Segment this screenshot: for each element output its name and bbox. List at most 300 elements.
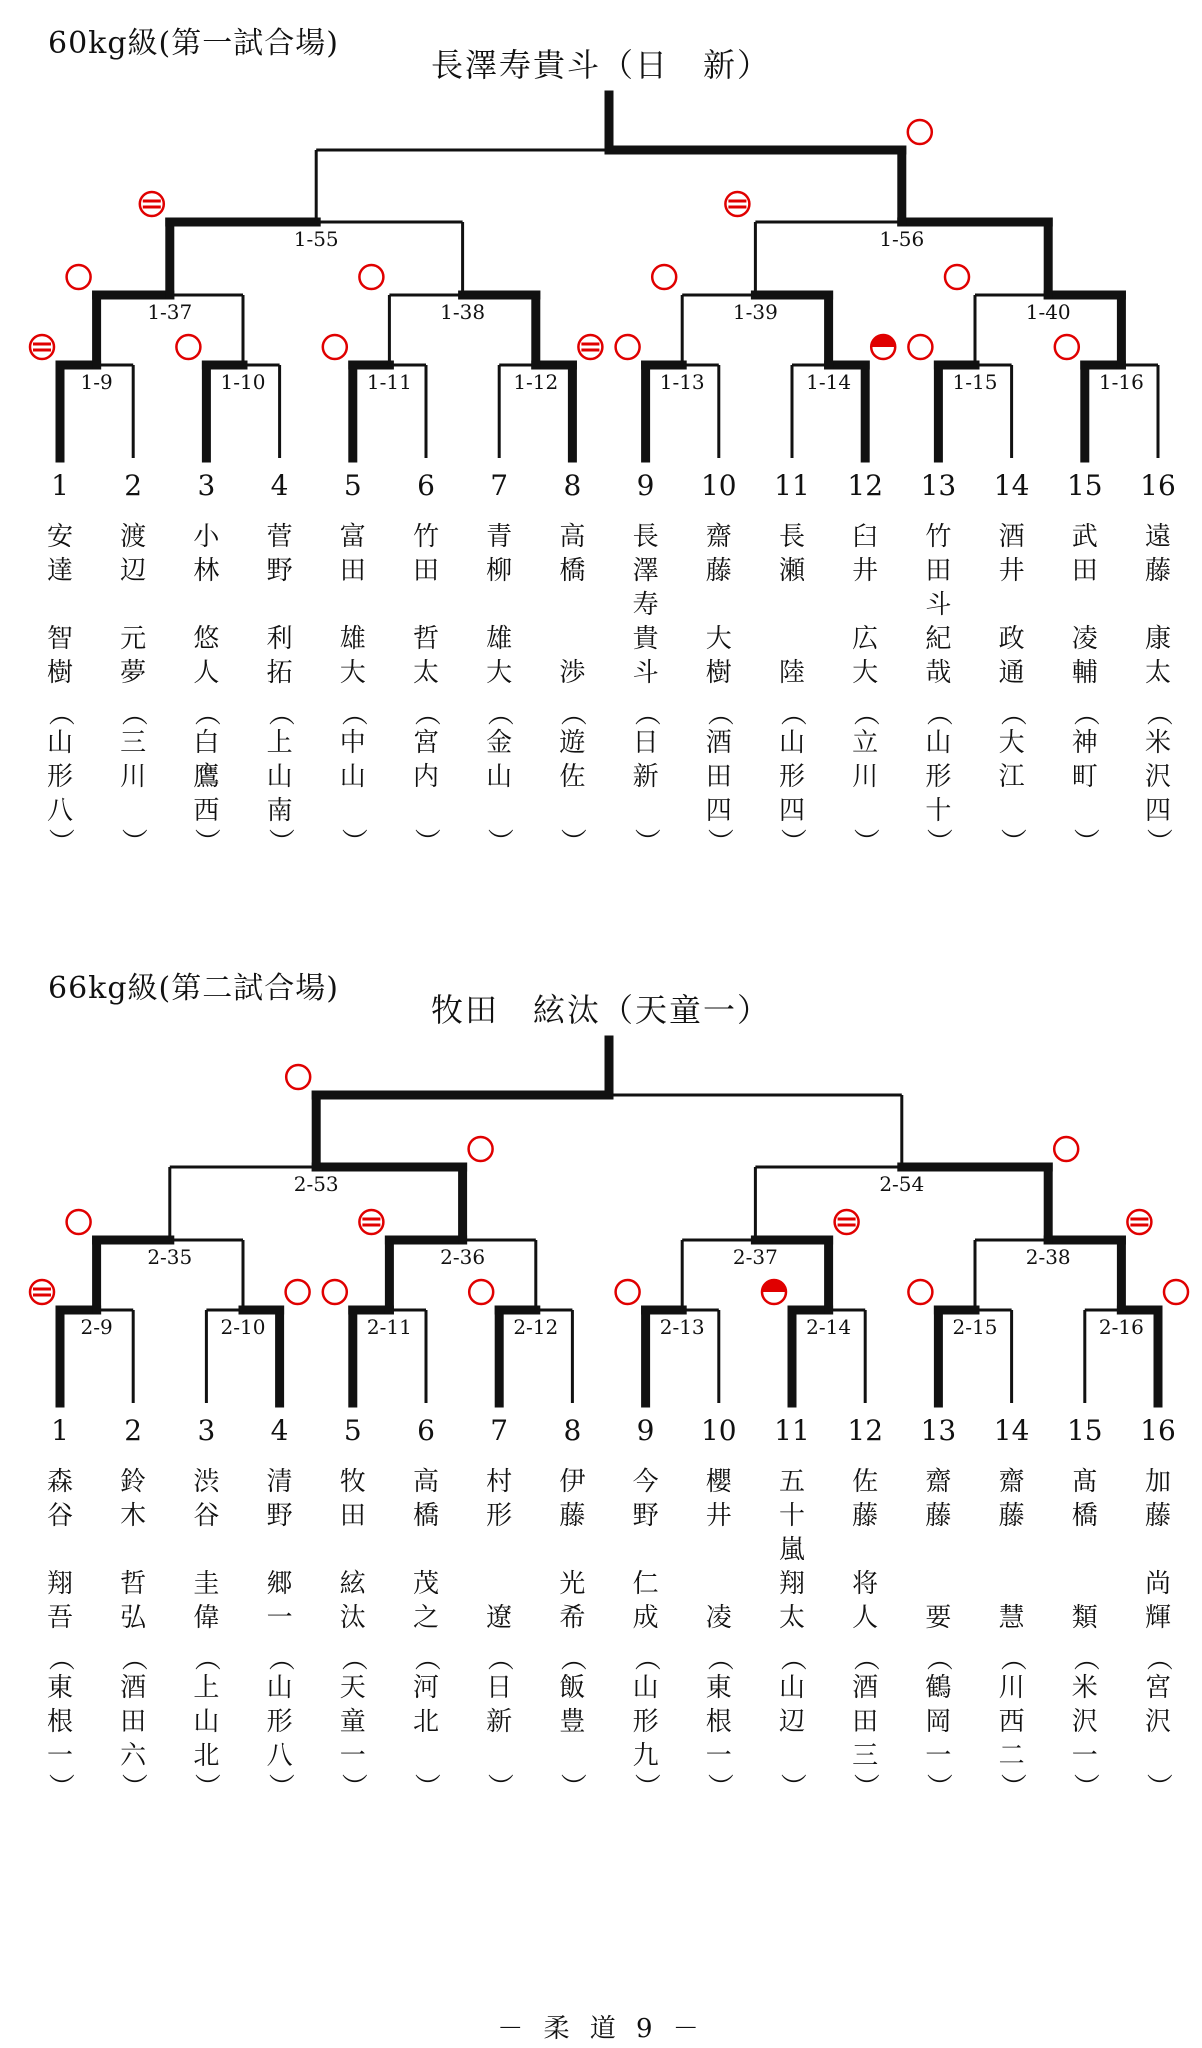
player-entry <box>699 1465 739 1799</box>
close-paren: ） <box>337 827 368 855</box>
close-paren: ） <box>630 1772 661 1800</box>
match-label: 2-14 <box>806 1315 852 1339</box>
open-paren: （ <box>191 1644 222 1672</box>
player-school <box>260 1645 300 1799</box>
seed-number: 10 <box>700 469 737 500</box>
player-entry <box>699 520 739 854</box>
seed-number: 16 <box>1140 469 1176 500</box>
player-entry <box>1065 1465 1105 1799</box>
player-school <box>1138 1644 1198 1800</box>
seed-number: 9 <box>636 469 655 500</box>
seed-number: 3 <box>197 469 216 500</box>
seed-number: 1 <box>51 1414 69 1445</box>
seed-number: 6 <box>417 469 435 500</box>
player-family-name: 渋谷 <box>193 1467 220 1531</box>
player-entry <box>552 520 612 855</box>
result-mark-ippon <box>945 265 969 289</box>
open-paren: （ <box>557 699 588 727</box>
player-school <box>699 700 739 854</box>
player-given-name: 慧 <box>998 1569 1025 1633</box>
result-mark-ippon <box>616 1280 640 1304</box>
close-paren: ） <box>191 1772 222 1800</box>
seed-number: 13 <box>920 469 957 500</box>
player-entry <box>992 520 1051 855</box>
player-school <box>186 700 226 854</box>
player-given-name: 絃汰 <box>339 1569 366 1633</box>
player-school <box>845 699 905 855</box>
school-name: 上山北 <box>193 1673 220 1771</box>
player-family-name: 櫻井 <box>705 1467 732 1531</box>
open-paren: （ <box>264 1644 295 1672</box>
result-mark-ippon <box>286 1280 310 1304</box>
seed-number: 12 <box>847 1414 884 1445</box>
player-school <box>406 1644 466 1800</box>
player-entry <box>845 520 905 855</box>
school-name: 遊 佐 <box>559 728 612 792</box>
player-family-name: 森谷 <box>46 1467 73 1531</box>
player-school <box>1065 699 1124 855</box>
player-given-name: 康太 <box>1144 624 1171 688</box>
open-paren: （ <box>337 1644 368 1672</box>
school-name: 立 川 <box>852 728 905 792</box>
match-label: 2-15 <box>952 1315 998 1339</box>
result-mark-ippon <box>323 1280 347 1304</box>
match-label: 2-10 <box>220 1315 266 1339</box>
player-entry <box>772 1465 832 1800</box>
seed-number: 4 <box>270 469 289 500</box>
open-paren: （ <box>630 1644 661 1672</box>
player-school <box>40 700 80 854</box>
player-family-name: 青柳 <box>486 522 513 586</box>
player-entry <box>1138 520 1178 854</box>
player-family-name: 加藤 <box>1144 1467 1171 1531</box>
match-label: 2-12 <box>513 1315 559 1339</box>
player-given-name: 凌輔 <box>1071 624 1098 688</box>
school-name: 酒田六 <box>120 1673 147 1771</box>
close-paren: ） <box>1069 827 1100 855</box>
seed-number: 3 <box>197 1414 216 1445</box>
player-given-name: 智樹 <box>46 624 73 688</box>
player-school <box>992 1645 1032 1799</box>
open-paren: （ <box>996 699 1027 727</box>
player-given-name: 広大 <box>852 624 879 688</box>
player-entry <box>186 520 226 854</box>
close-paren: ） <box>1142 1772 1173 1800</box>
result-mark-waza-ari <box>871 335 895 359</box>
player-entry <box>992 1465 1032 1799</box>
seed-number: 10 <box>700 1414 737 1445</box>
player-given-name: 類 <box>1071 1569 1098 1633</box>
seed-number: 13 <box>920 1414 957 1445</box>
seed-number: 11 <box>774 1414 810 1445</box>
result-mark-ippon <box>1164 1280 1188 1304</box>
match-label: 2-35 <box>147 1245 193 1269</box>
school-name: 山 辺 <box>778 1673 832 1737</box>
bracket-tree <box>0 945 1202 1445</box>
player-entry <box>626 520 685 855</box>
seed-number: 16 <box>1140 1414 1176 1445</box>
player-given-name: 凌 <box>705 1569 732 1633</box>
close-paren: ） <box>410 1772 441 1800</box>
player-school <box>992 699 1051 855</box>
open-paren: （ <box>44 1644 75 1672</box>
result-mark-yuko <box>140 192 164 216</box>
open-paren: （ <box>484 699 515 727</box>
player-given-name: 茂之 <box>412 1569 439 1633</box>
school-name: 河 北 <box>412 1673 466 1737</box>
player-school <box>772 1644 832 1800</box>
result-mark-waza-ari <box>762 1280 786 1304</box>
seed-number: 8 <box>563 469 582 500</box>
player-school <box>479 1644 539 1800</box>
open-paren: （ <box>703 1644 734 1672</box>
player-given-name: 遼 <box>486 1569 513 1633</box>
school-name: 大 江 <box>998 728 1051 792</box>
player-school <box>552 699 612 855</box>
open-paren: （ <box>850 1644 881 1672</box>
player-school <box>918 1645 958 1799</box>
open-paren: （ <box>1069 1644 1100 1672</box>
player-entry <box>406 520 466 855</box>
result-mark-yuko <box>30 335 54 359</box>
player-given-name: 渉 <box>559 624 586 688</box>
match-label: 1-10 <box>220 370 266 394</box>
weight-class-heading: 66kg級(第二試合場) <box>48 971 339 1006</box>
close-paren: ） <box>923 827 954 855</box>
close-paren: ） <box>191 827 222 855</box>
player-family-name: 清野 <box>266 1467 293 1531</box>
close-paren: ） <box>410 827 441 855</box>
player-family-name: 長澤寿 <box>632 522 659 620</box>
open-paren: （ <box>1142 1644 1173 1672</box>
close-paren: ） <box>1142 827 1173 855</box>
open-paren: （ <box>1142 699 1173 727</box>
player-entry <box>260 520 300 854</box>
school-name: 米沢四 <box>1144 728 1171 826</box>
open-paren: （ <box>44 699 75 727</box>
result-mark-ippon <box>1055 335 1079 359</box>
seed-number: 15 <box>1066 1414 1103 1445</box>
player-family-name: 武田 <box>1071 522 1098 586</box>
close-paren: ） <box>923 1772 954 1800</box>
player-given-name: 将人 <box>852 1569 879 1633</box>
result-mark-yuko <box>30 1280 54 1304</box>
player-given-name: 翔吾 <box>46 1569 73 1633</box>
open-paren: （ <box>850 699 881 727</box>
player-school <box>260 700 300 854</box>
player-entry <box>918 520 958 854</box>
seed-number: 14 <box>993 1414 1030 1445</box>
player-family-name: 安達 <box>46 522 73 586</box>
close-paren: ） <box>850 827 881 855</box>
match-label: 1-40 <box>1025 300 1071 324</box>
result-mark-yuko <box>578 335 602 359</box>
player-school <box>845 1645 885 1799</box>
player-given-name: 雄大 <box>486 624 513 688</box>
result-mark-ippon <box>67 265 91 289</box>
match-label: 2-37 <box>732 1245 778 1269</box>
player-given-name: 政通 <box>998 624 1025 688</box>
player-family-name: 佐藤 <box>852 1467 879 1531</box>
player-school <box>113 699 173 855</box>
school-name: 酒田四 <box>705 728 732 826</box>
player-school <box>626 699 685 855</box>
school-name: 米沢一 <box>1071 1673 1098 1771</box>
player-school <box>113 1645 153 1799</box>
seed-number: 5 <box>343 469 362 500</box>
player-given-name: 圭偉 <box>193 1569 220 1633</box>
player-family-name: 牧田 <box>339 1467 366 1531</box>
player-given-name: 元夢 <box>120 624 147 688</box>
seed-number: 7 <box>490 1414 509 1445</box>
open-paren: （ <box>776 699 807 727</box>
close-paren: ） <box>557 1772 588 1800</box>
match-label: 1-13 <box>659 370 705 394</box>
player-family-name: 高橋 <box>559 522 586 586</box>
player-school <box>1138 700 1178 854</box>
school-name: 白鷹西 <box>193 728 220 826</box>
player-family-name: 伊藤 <box>559 1467 586 1531</box>
result-mark-yuko <box>725 192 749 216</box>
school-name: 山形八 <box>266 1673 293 1771</box>
school-name: 川西二 <box>998 1673 1025 1771</box>
match-label: 1-9 <box>80 370 113 394</box>
player-family-name: 長瀬 <box>778 522 805 586</box>
match-label: 1-38 <box>440 300 486 324</box>
open-paren: （ <box>703 699 734 727</box>
seed-number: 11 <box>774 469 810 500</box>
school-name: 宮 内 <box>412 728 466 792</box>
close-paren: ） <box>484 1772 515 1800</box>
close-paren: ） <box>264 827 295 855</box>
result-mark-yuko <box>835 1210 859 1234</box>
player-school <box>626 1645 666 1799</box>
player-given-name: 哲太 <box>412 624 439 688</box>
player-given-name: 利拓 <box>266 624 293 688</box>
open-paren: （ <box>557 1644 588 1672</box>
match-label: 1-39 <box>732 300 778 324</box>
open-paren: （ <box>776 1644 807 1672</box>
seed-number: 8 <box>563 1414 582 1445</box>
player-entry <box>772 520 812 854</box>
result-mark-ippon <box>469 1280 493 1304</box>
match-label: 2-13 <box>659 1315 705 1339</box>
close-paren: ） <box>337 1772 368 1800</box>
close-paren: ） <box>996 827 1027 855</box>
school-name: 中 山 <box>339 728 392 792</box>
close-paren: ） <box>484 827 515 855</box>
close-paren: ） <box>776 827 807 855</box>
result-mark-ippon <box>908 1280 932 1304</box>
close-paren: ） <box>118 827 149 855</box>
player-given-name: 紀哉 <box>925 624 952 688</box>
close-paren: ） <box>630 827 661 855</box>
player-family-name: 齋藤 <box>705 522 732 586</box>
open-paren: （ <box>191 699 222 727</box>
open-paren: （ <box>1069 699 1100 727</box>
player-entry <box>113 520 173 855</box>
match-label: 1-12 <box>513 370 559 394</box>
seed-number: 12 <box>847 469 884 500</box>
player-given-name: 雄大 <box>339 624 366 688</box>
match-label: 2-38 <box>1025 1245 1071 1269</box>
close-paren: ） <box>850 1772 881 1800</box>
player-family-name: 鈴木 <box>120 1467 147 1531</box>
close-paren: ） <box>1069 1772 1100 1800</box>
champion-name: 長澤寿貴斗（日 新） <box>430 46 771 84</box>
player-family-name: 五十嵐 <box>778 1467 805 1565</box>
open-paren: （ <box>484 1644 515 1672</box>
player-entry <box>479 520 539 855</box>
result-mark-ippon <box>359 265 383 289</box>
close-paren: ） <box>264 1772 295 1800</box>
player-family-name: 小林 <box>193 522 220 586</box>
player-family-name: 竹田 <box>412 522 439 586</box>
player-entry <box>186 1465 226 1799</box>
result-mark-ippon <box>469 1137 493 1161</box>
match-label: 1-16 <box>1098 370 1144 394</box>
bracket-60kg <box>0 0 1202 940</box>
player-school <box>918 700 958 854</box>
result-mark-ippon <box>908 335 932 359</box>
player-given-name: 哲弘 <box>120 1569 147 1633</box>
close-paren: ） <box>703 827 734 855</box>
school-name: 山形十 <box>925 728 952 826</box>
close-paren: ） <box>996 1772 1027 1800</box>
match-label: 2-16 <box>1098 1315 1144 1339</box>
seed-number: 14 <box>993 469 1030 500</box>
match-label: 1-11 <box>366 370 412 394</box>
match-label: 1-37 <box>147 300 193 324</box>
player-entry <box>1138 1465 1198 1800</box>
open-paren: （ <box>630 699 661 727</box>
match-label: 2-11 <box>366 1315 412 1339</box>
player-given-name: 光希 <box>559 1569 586 1633</box>
player-family-name: 酒井 <box>998 522 1025 586</box>
player-family-name: 竹田斗 <box>925 522 952 620</box>
player-given-name: 要 <box>925 1569 952 1633</box>
close-paren: ） <box>703 1772 734 1800</box>
player-family-name: 菅野 <box>266 522 293 586</box>
player-school <box>479 699 539 855</box>
player-family-name: 村形 <box>486 1467 513 1531</box>
school-name: 上山南 <box>266 728 293 826</box>
player-entry <box>333 520 392 855</box>
school-name: 山形四 <box>778 728 805 826</box>
player-family-name: 遠藤 <box>1144 522 1171 586</box>
weight-class-heading: 60kg級(第一試合場) <box>48 26 339 61</box>
player-school <box>552 1644 612 1800</box>
school-name: 天童一 <box>339 1673 366 1771</box>
open-paren: （ <box>118 699 149 727</box>
player-given-name: 郷一 <box>266 1569 293 1633</box>
player-entry <box>40 1465 80 1799</box>
school-name: 飯 豊 <box>559 1673 612 1737</box>
player-entry <box>113 1465 153 1799</box>
match-label: 1-56 <box>879 227 925 251</box>
open-paren: （ <box>923 699 954 727</box>
player-given-name: 仁成 <box>632 1569 659 1633</box>
player-family-name: 髙橋 <box>1071 1467 1098 1531</box>
player-entry <box>260 1465 300 1799</box>
page-footer: － 柔 道 9 － <box>497 2014 705 2044</box>
open-paren: （ <box>410 699 441 727</box>
seed-number: 7 <box>490 469 509 500</box>
result-mark-yuko <box>1127 1210 1151 1234</box>
player-school <box>1065 1645 1105 1799</box>
player-entry <box>626 1465 666 1799</box>
school-name: 酒田三 <box>852 1673 879 1771</box>
bracket-tree <box>0 0 1202 500</box>
seed-number: 9 <box>636 1414 655 1445</box>
player-given-name: 悠人 <box>193 624 220 688</box>
match-label: 2-53 <box>293 1172 339 1196</box>
player-school <box>333 1645 373 1799</box>
match-label: 2-54 <box>879 1172 925 1196</box>
school-name: 鶴岡一 <box>925 1673 952 1771</box>
match-label: 1-15 <box>952 370 998 394</box>
player-family-name: 齋藤 <box>925 1467 952 1531</box>
player-entry <box>40 520 80 854</box>
school-name: 東根一 <box>705 1673 732 1771</box>
player-given-name: 大樹 <box>705 624 732 688</box>
seed-number: 2 <box>124 1414 143 1445</box>
player-family-name: 臼井 <box>852 522 879 586</box>
school-name: 日 新 <box>486 1673 539 1737</box>
result-mark-ippon <box>323 335 347 359</box>
champion-name: 牧田 絃汰（天童一） <box>430 991 771 1029</box>
player-school <box>333 699 392 855</box>
open-paren: （ <box>264 699 295 727</box>
open-paren: （ <box>410 1644 441 1672</box>
result-mark-ippon <box>176 335 200 359</box>
result-mark-ippon <box>1054 1137 1078 1161</box>
player-given-name: 貴斗 <box>632 624 659 688</box>
match-label: 1-14 <box>806 370 852 394</box>
school-name: 東根一 <box>46 1673 73 1771</box>
player-entry <box>918 1465 958 1799</box>
player-entry <box>479 1465 539 1800</box>
result-mark-yuko <box>359 1210 383 1234</box>
result-mark-ippon <box>616 335 640 359</box>
close-paren: ） <box>44 1772 75 1800</box>
player-family-name: 齋藤 <box>998 1467 1025 1531</box>
player-school <box>186 1645 226 1799</box>
player-school <box>772 700 812 854</box>
match-label: 1-55 <box>293 227 339 251</box>
result-mark-ippon <box>652 265 676 289</box>
player-given-name: 翔太 <box>778 1569 805 1633</box>
school-name: 神 町 <box>1071 728 1124 792</box>
seed-number: 2 <box>124 469 143 500</box>
bracket-66kg <box>0 945 1202 1885</box>
result-mark-ippon <box>286 1065 310 1089</box>
player-school <box>406 699 466 855</box>
close-paren: ） <box>557 827 588 855</box>
player-family-name: 今野 <box>632 1467 659 1531</box>
open-paren: （ <box>118 1644 149 1672</box>
player-given-name: 尚輝 <box>1144 1569 1171 1633</box>
player-entry <box>1065 520 1124 855</box>
seed-number: 5 <box>343 1414 362 1445</box>
seed-number: 4 <box>270 1414 289 1445</box>
player-family-name: 渡辺 <box>120 522 147 586</box>
player-family-name: 富田 <box>339 522 366 586</box>
player-entry <box>406 1465 466 1800</box>
school-name: 宮 沢 <box>1144 1673 1198 1737</box>
open-paren: （ <box>923 1644 954 1672</box>
player-entry <box>552 1465 612 1800</box>
